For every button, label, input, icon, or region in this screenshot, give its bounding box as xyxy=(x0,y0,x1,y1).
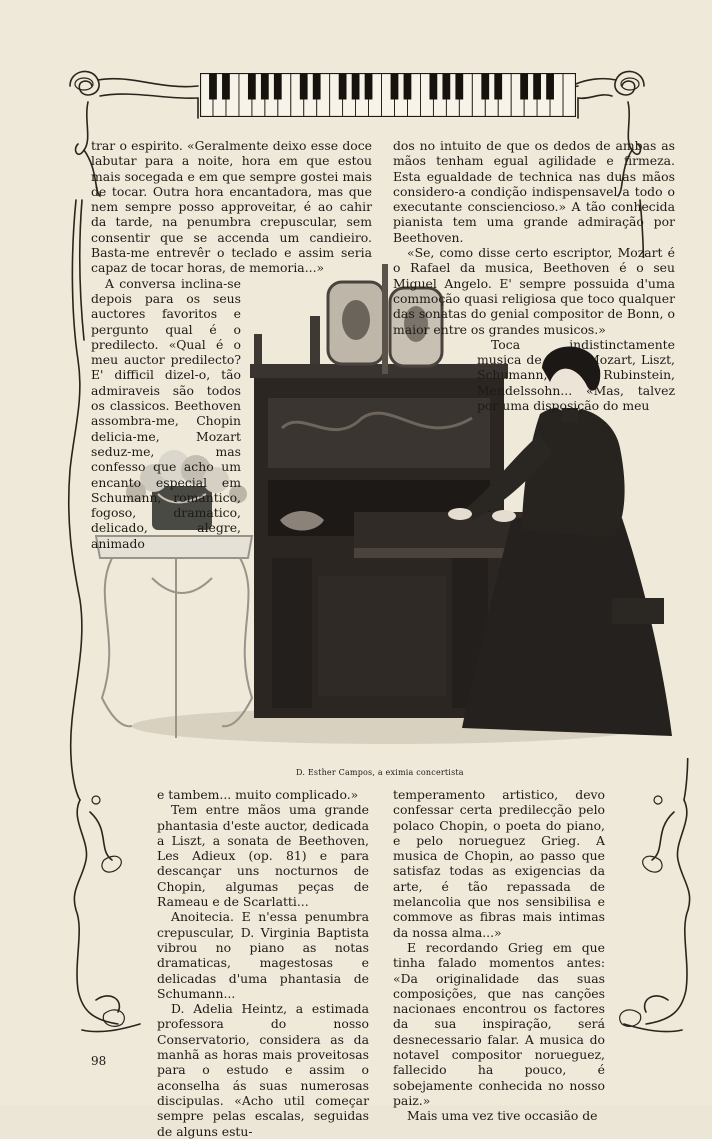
paragraph: Toca indistinctamente musica de Bach, Mozart, Liszt, Schumann, Rubinstein, Mendelssohn... «Mas, talvez por uma disposição do meu xyxy=(477,336,675,414)
black-key xyxy=(520,74,528,100)
paragraph: e tambem... muito complicado.» xyxy=(157,787,359,802)
black-key xyxy=(248,74,256,100)
black-key xyxy=(546,74,554,100)
paragraph: temperamento artistico, devo confessar certa predilecção pelo polaco Chopin, o poeta do piano, e pelo norueguez Grieg. A musica de Chopin, ao passo que satisfaz todas as exigencias da arte, é tão repassada de melancolia que nos sensibilisa e commove as fibras mais intimas da nossa alma...» xyxy=(393,787,605,940)
black-key xyxy=(455,74,463,100)
black-key xyxy=(222,74,230,100)
black-key xyxy=(442,74,450,100)
black-key xyxy=(481,74,489,100)
black-key xyxy=(313,74,321,100)
piano-keyboard-header xyxy=(200,73,576,117)
paragraph: D. Adelia Heintz, a estimada professora do nosso Conservatorio, considera as da manhã as horas mais proveitosas para o estudo e assim o aconselha ás suas numerosas discipulas. «Acho util começar sempre pelas escalas, seguidas de alguns estu- xyxy=(157,1001,369,1139)
paragraph: Anoitecia. E n'essa penumbra crepuscular, D. Virginia Baptista vibrou no piano as notas dramaticas, magestosas e delicadas d'uma phantasia de Schumann... xyxy=(157,909,369,1001)
text-column-upper-right xyxy=(393,138,675,413)
black-key xyxy=(404,74,412,100)
black-key xyxy=(339,74,347,100)
paragraph: A conversa inclina-se depois para os seus auctores favoritos e pergunto qual é o predilecto. «Qual é o meu auctor predilecto? E' difficil dizel-o, tão admiraveis são todos os classicos. Beethoven assombra-me, Chopin delicia-me, Mozart seduz-me, mas confesso que acho um encanto especial em Schumann, romantico, fogoso, dramatico, delicado, alegre, animado xyxy=(91,275,241,551)
black-key xyxy=(365,74,373,100)
paragraph: dos no intuito de que os dedos de ambas as mãos tenham egual agilidade e firmeza. Esta egualdade de technica nas duas mãos considero-a condição indispensavel a todo o executante consciencioso.» A tão conhecida pianista tem uma grande admiração por Beethoven. xyxy=(393,138,675,245)
black-key xyxy=(429,74,437,100)
black-key xyxy=(261,74,269,100)
black-key xyxy=(352,74,360,100)
text-column-lower-right xyxy=(393,787,605,1124)
black-key xyxy=(533,74,541,100)
paragraph: «Se, como disse certo escriptor, Mozart é o Rafael da musica, Beethoven é o seu Miguel Angelo. E' sempre possuida d'uma commoção quasi religiosa que toco qualquer das sonatas do genial compositor de Bonn, o maior entre os grandes musicos.» xyxy=(393,245,675,337)
page-number: 98 xyxy=(91,1054,107,1068)
black-key xyxy=(300,74,308,100)
paragraph: Tem entre mãos uma grande phantasia d'este auctor, dedicada a Liszt, a sonata de Beethoven, Les Adieux (op. 81) e para descançar uns nocturnos de Chopin, algumas peças de Rameau e de Scarlatti... xyxy=(157,802,369,910)
paragraph: Mais uma vez tive occasião de xyxy=(407,1108,598,1124)
black-key xyxy=(274,74,282,100)
paragraph: E recordando Grieg em que tinha falado momentos antes: «Da originalidade das suas composições, que nas canções nacionaes encontrou os factores da sua inspiração, será desnecessario falar. A musica do notavel compositor norueguez, fallecido ha pouco, é sobejamente conhecida no nosso paiz.» xyxy=(393,939,605,1108)
black-key xyxy=(209,74,217,100)
text-column-upper-left xyxy=(91,138,372,551)
text-column-lower-left xyxy=(157,787,369,1139)
black-key xyxy=(391,74,399,100)
photo-caption: D. Esther Campos, a eximia concertista xyxy=(296,768,464,777)
black-key xyxy=(494,74,502,100)
paragraph: trar o espirito. «Geralmente deixo esse doce labutar para a noite, hora em que estou mais socegada e em que sempre gostei mais de tocar. Outra hora encantadora, mas que nem sempre posso approveitar, é ao cahir da tarde, na penumbra crepuscular, sem consentir que se accenda um candieiro. Basta-me entrevêr o teclado e assim seria capaz de tocar horas, de memoria...» xyxy=(91,138,372,276)
